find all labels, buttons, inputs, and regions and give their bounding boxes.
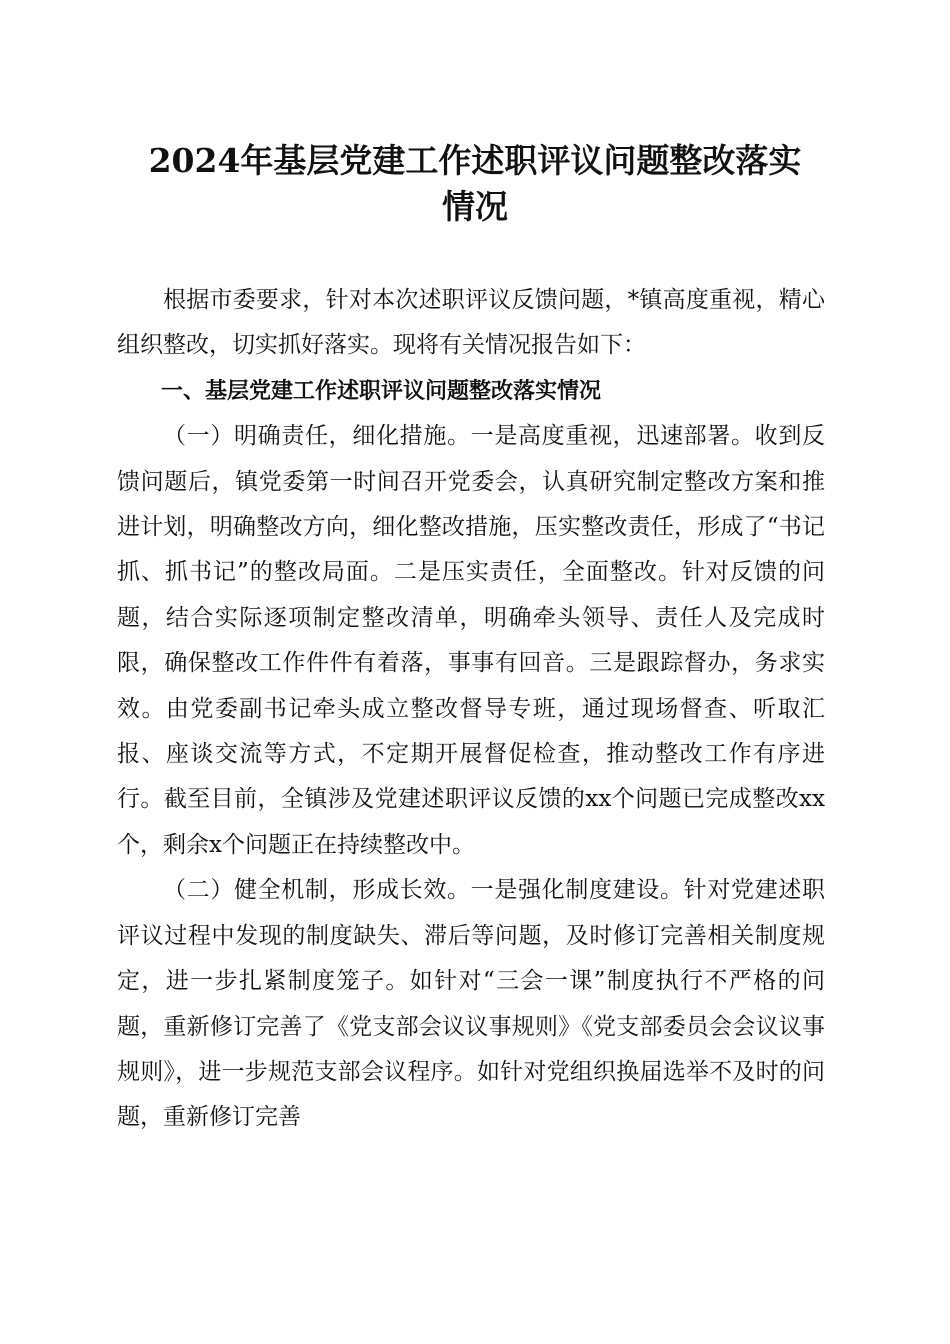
- section-heading-1: 一、基层党建工作述职评议问题整改落实情况: [161, 378, 602, 404]
- paragraph-1: （一）明确责任，细化措施。一是高度重视，迅速部署。收到反馈问题后，镇党委第一时间召开党委会，认真研究制定整改方案和推进计划，明确整改方向，细化整改措施，压实整改责任，形成了“书记抓、抓书记”的整改局面。二是压实责任，全面整改。针对反馈的问题，结合实际逐项制定整改清单，明确牵头领导、责任人及完成时限，确保整改工作件件有着落，事事有回音。三是跟踪督办，务求实效。由党委副书记牵头成立整改督导专班，通过现场督查、听取汇报、座谈交流等方式，不定期开展督促检查，推动整改工作有序进行。截至目前，全镇涉及党建述职评议反馈的xx个问题已完成整改xx个，剩余x个问题正在持续整改中。: [117, 423, 825, 858]
- paragraph-2: （二）健全机制，形成长效。一是强化制度建设。针对党建述职评议过程中发现的制度缺失、滞后等问题，及时修订完善相关制度规定，进一步扎紧制度笼子。如针对“三会一课”制度执行不严格的问题，重新修订完善了《党支部会议议事规则》《党支部委员会会议议事规则》，进一步规范支部会议程序。如针对党组织换届选举不及时的问题，重新修订完善: [117, 877, 825, 1131]
- title-line-1: 2024年基层党建工作述职评议问题整改落实: [148, 141, 802, 180]
- intro-paragraph: 根据市委要求，针对本次述职评议反馈问题，*镇高度重视，精心组织整改，切实抓好落实。现将有关情况报告如下：: [117, 287, 825, 359]
- title-line-2: 情况: [442, 187, 508, 226]
- document-title: [110, 138, 840, 230]
- document-body: [117, 278, 825, 1141]
